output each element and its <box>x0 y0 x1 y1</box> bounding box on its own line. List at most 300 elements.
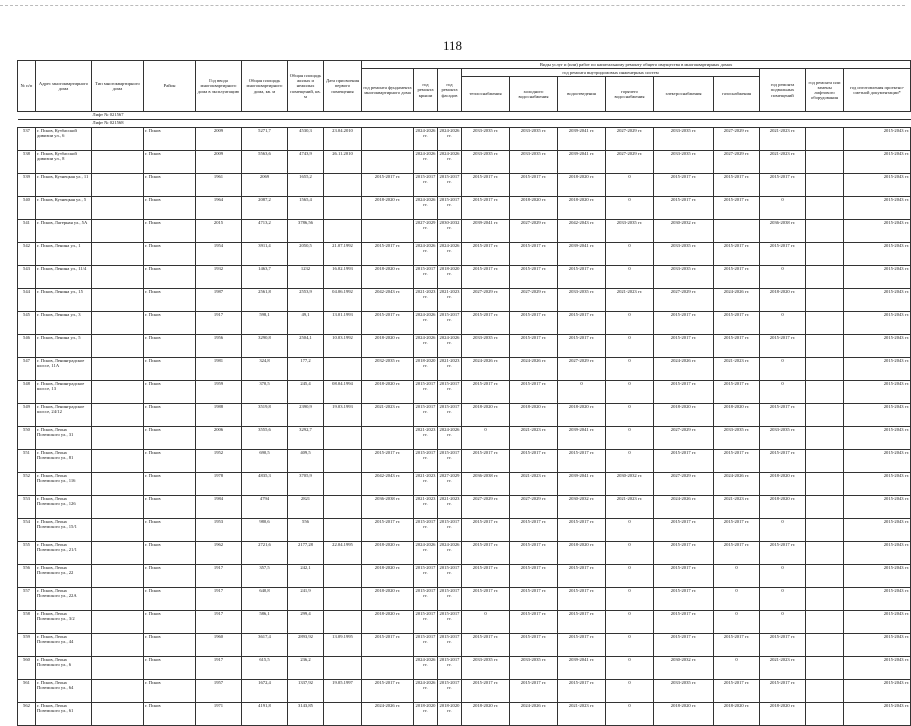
table-cell: 19.05.1997 <box>324 680 362 703</box>
table-row <box>18 519 911 542</box>
table-cell: 542 <box>18 243 36 266</box>
table-cell: 2015-2017 гг. <box>510 450 558 473</box>
table-cell: 2024-2026 гг. <box>438 335 462 358</box>
table-cell: 2015-2017 гг. <box>438 634 462 657</box>
table-cell: 2030-2032 гг. <box>606 473 654 496</box>
table-cell: 2015-2043 гг. <box>844 266 911 289</box>
table-cell: 2015-2017 гг. <box>714 335 760 358</box>
table-cell <box>324 197 362 220</box>
table-cell: 3143,85 <box>288 703 324 726</box>
table-cell: 2033-2035 гг. <box>462 335 510 358</box>
table-cell: 2390,9 <box>288 404 324 427</box>
lift-row-spacer <box>18 120 92 128</box>
table-cell: 562 <box>18 703 36 726</box>
table-cell <box>92 427 144 450</box>
table-cell <box>806 358 844 381</box>
table-cell: 0 <box>760 312 806 335</box>
table-cell: 1932 <box>196 266 242 289</box>
table-row <box>18 312 911 335</box>
table-cell: 2015-2017 гг. <box>438 611 462 634</box>
table-cell: 2015-2017 гг. <box>462 197 510 220</box>
table-cell <box>324 427 362 450</box>
table-cell: 2015-2017 гг. <box>438 680 462 703</box>
table-cell: 2015-2017 гг. <box>362 243 414 266</box>
header-facade: год ремонта фасадов <box>438 69 462 112</box>
table-cell <box>324 657 362 680</box>
table-cell: 2039-2041 гг. <box>558 151 606 174</box>
table-cell: 2015-2017 гг. <box>558 335 606 358</box>
table-cell: 10.03.1992 <box>324 335 362 358</box>
table-cell: 2015-2017 гг. <box>438 381 462 404</box>
table-cell <box>362 427 414 450</box>
table-cell <box>806 174 844 197</box>
table-cell: 2027-2029 гг. <box>462 289 510 312</box>
table-cell: 546 <box>18 335 36 358</box>
table-cell: 177,2 <box>288 358 324 381</box>
table-cell: 2018-2020 гг. <box>558 404 606 427</box>
table-cell: 2553,9 <box>288 289 324 312</box>
table-cell: 2027-2029 гг. <box>510 220 558 243</box>
header-heat: теплоснабжения <box>462 77 510 112</box>
table-cell <box>92 611 144 634</box>
table-cell: 2015-2017 гг. <box>414 611 438 634</box>
table-cell: 4835,3 <box>242 473 288 496</box>
table-cell: г. Псков <box>144 197 196 220</box>
table-cell: 2021-2023 гг. <box>558 703 606 726</box>
table-cell: 2015-2017 гг. <box>558 565 606 588</box>
table-cell: 2015-2017 гг. <box>414 450 438 473</box>
table-cell: 0 <box>606 335 654 358</box>
table-cell: 0 <box>760 519 806 542</box>
table-cell: 2015-2017 гг. <box>438 565 462 588</box>
table-cell <box>806 220 844 243</box>
table-cell: 3786,56 <box>288 220 324 243</box>
table-cell: 552 <box>18 473 36 496</box>
table-cell <box>92 358 144 381</box>
table-cell: 2015-2043 гг. <box>844 128 911 151</box>
header-cold-water: холодного водоснабжения <box>510 77 558 112</box>
table-cell: 2021-2023 гг. <box>414 473 438 496</box>
table-cell <box>806 151 844 174</box>
table-cell: 2027-2029 гг. <box>510 289 558 312</box>
table-cell: 3519,8 <box>242 404 288 427</box>
table-cell: г. Псков, Леона Поземского ул., 22А <box>36 588 92 611</box>
table-cell: 0 <box>714 611 760 634</box>
table-cell: 2018-2020 гг. <box>654 703 714 726</box>
table-cell: 2015-2017 гг. <box>654 611 714 634</box>
table-cell: 2027-2029 гг. <box>654 289 714 312</box>
table-cell: 1917 <box>196 312 242 335</box>
header-heritage-date: Дата присвоения первого помещения <box>324 61 362 112</box>
repair-program-table <box>17 60 911 726</box>
table-cell: 2015-2017 гг. <box>510 542 558 565</box>
table-cell: 2036-2038 гг. <box>362 496 414 519</box>
table-cell <box>806 473 844 496</box>
table-cell: 2024-2026 гг. <box>438 542 462 565</box>
table-cell: г. Псков, Кузнецкая ул., 5 <box>36 197 92 220</box>
table-cell: 2021-2023 гг. <box>606 289 654 312</box>
table-cell: г. Псков <box>144 243 196 266</box>
table-cell: 2024-2026 гг. <box>462 358 510 381</box>
table-cell: 2018-2020 гг. <box>558 174 606 197</box>
table-cell <box>806 542 844 565</box>
table-cell <box>324 220 362 243</box>
table-cell: 2015-2017 гг. <box>714 542 760 565</box>
table-cell: 2027-2029 гг. <box>510 496 558 519</box>
table-cell: 2015-2017 гг. <box>438 197 462 220</box>
table-cell: 242,1 <box>288 565 324 588</box>
table-cell: 2015-2017 гг. <box>558 634 606 657</box>
table-cell: 690,5 <box>242 450 288 473</box>
table-cell: 2015-2017 гг. <box>462 680 510 703</box>
table-cell <box>806 565 844 588</box>
table-cell: 2015 <box>196 220 242 243</box>
table-cell: 2015-2017 гг. <box>558 588 606 611</box>
table-cell: 4713,2 <box>242 220 288 243</box>
table-cell: 2015-2017 гг. <box>558 519 606 542</box>
table-cell: 2018-2020 гг. <box>714 703 760 726</box>
table-cell: 2015-2017 гг. <box>558 611 606 634</box>
table-cell: 0 <box>606 588 654 611</box>
table-cell: 2030-2032 гг. <box>654 220 714 243</box>
table-cell: 2015-2043 гг. <box>844 680 911 703</box>
table-cell: г. Псков, Кузбасской дивизии ул., 6 <box>36 128 92 151</box>
table-row <box>18 243 911 266</box>
table-cell: 04.06.1992 <box>324 289 362 312</box>
table-cell: 2027-2029 гг. <box>654 427 714 450</box>
table-cell <box>324 611 362 634</box>
table-cell: г. Псков, Леона Поземского ул., 81 <box>36 450 92 473</box>
table-cell: 5563,6 <box>242 151 288 174</box>
table-cell: 2027-2029 гг. <box>606 128 654 151</box>
header-hot-water: горячего водоснабжения <box>606 77 654 112</box>
table-cell: 2033-2035 гг. <box>654 266 714 289</box>
table-cell: 2015-2017 гг. <box>510 174 558 197</box>
table-cell: 2030-2032 гг. <box>558 496 606 519</box>
table-cell <box>92 634 144 657</box>
table-cell: г. Псков, Леона Поземского ул., 64 <box>36 680 92 703</box>
table-cell: 2015-2017 гг. <box>510 266 558 289</box>
table-cell: 2015-2017 гг. <box>558 450 606 473</box>
table-cell: г. Псков <box>144 450 196 473</box>
table-cell <box>806 519 844 542</box>
table-cell: 556 <box>18 565 36 588</box>
table-cell: 2015-2017 гг. <box>714 243 760 266</box>
table-cell: г. Псков <box>144 289 196 312</box>
table-cell: 2015-2017 гг. <box>414 174 438 197</box>
table-cell: 2015-2043 гг. <box>844 703 911 726</box>
table-cell: 1959 <box>196 381 242 404</box>
table-cell: г. Псков, Ленинградское шоссе, 13 <box>36 381 92 404</box>
table-cell <box>92 128 144 151</box>
table-cell: 2015-2017 гг. <box>462 312 510 335</box>
table-cell: 2018-2020 гг. <box>362 335 414 358</box>
table-cell: 538 <box>18 151 36 174</box>
table-cell: 2021-2023 гг. <box>362 404 414 427</box>
table-cell: 2033-2035 гг. <box>462 151 510 174</box>
table-cell: 2015-2017 гг. <box>654 519 714 542</box>
table-cell: г. Псков, Леона Поземского ул., 22 <box>36 565 92 588</box>
table-cell: 2015-2017 гг. <box>558 266 606 289</box>
table-cell: г. Псков, Ленина ул., 1 <box>36 243 92 266</box>
table-cell: 1655,2 <box>288 174 324 197</box>
table-cell: 2009 <box>196 128 242 151</box>
table-cell: 1962 <box>196 542 242 565</box>
table-cell: 13.09.1995 <box>324 634 362 657</box>
table-cell: 2039-2041 гг. <box>558 473 606 496</box>
table-cell: 548 <box>18 381 36 404</box>
table-cell: г. Псков, Леона Поземского ул., 15/1 <box>36 519 92 542</box>
header-elevator: год ремонта или замены лифтового оборудования <box>806 69 844 112</box>
page-number: 118 <box>442 38 463 53</box>
table-cell: 2015-2043 гг. <box>844 611 911 634</box>
table-cell: 1956 <box>196 335 242 358</box>
table-cell: г. Псков, Ленинградское шоссе, 11А <box>36 358 92 381</box>
table-cell: 1964 <box>196 197 242 220</box>
table-cell: 0 <box>606 450 654 473</box>
table-cell <box>806 404 844 427</box>
table-cell: 2015-2017 гг. <box>362 450 414 473</box>
table-cell: 2015-2017 гг. <box>760 335 806 358</box>
table-cell: г. Псков, Леона Поземского ул., 6 <box>36 657 92 680</box>
table-cell: 2893,92 <box>288 634 324 657</box>
table-cell: 2024-2026 гг. <box>414 335 438 358</box>
table-cell: 554 <box>18 519 36 542</box>
table-cell <box>324 519 362 542</box>
table-cell: 2015-2017 гг. <box>414 634 438 657</box>
table-cell: 0 <box>606 266 654 289</box>
table-cell <box>806 611 844 634</box>
table-cell: 2024-2026 гг. <box>714 473 760 496</box>
table-cell <box>806 289 844 312</box>
table-cell: 586,1 <box>242 611 288 634</box>
header-sewer: водоотведения <box>558 77 606 112</box>
table-cell: 0 <box>760 611 806 634</box>
table-cell: 2024-2026 гг. <box>414 243 438 266</box>
table-cell: 2024-2026 гг. <box>362 703 414 726</box>
table-cell: 2561,8 <box>242 289 288 312</box>
table-cell <box>324 174 362 197</box>
header-living-area: Общая площадь жилых и нежилых помещений, кв. м <box>288 61 324 112</box>
table-cell <box>362 128 414 151</box>
table-cell: 2015-2017 гг. <box>462 266 510 289</box>
table-cell: 2015-2017 гг. <box>462 381 510 404</box>
table-cell: 549 <box>18 404 36 427</box>
table-cell: 2033-2035 гг. <box>558 289 606 312</box>
table-cell: 2027-2029 гг. <box>414 220 438 243</box>
table-cell <box>92 680 144 703</box>
table-cell: 2015-2017 гг. <box>654 588 714 611</box>
table-cell: 2015-2017 гг. <box>362 312 414 335</box>
table-cell: г. Псков, Кузбасской дивизии ул., 8 <box>36 151 92 174</box>
table-cell: 0 <box>714 565 760 588</box>
table-cell: 1917 <box>196 657 242 680</box>
table-cell: 2039-2041 гг. <box>462 220 510 243</box>
table-cell: 2018-2020 гг. <box>414 358 438 381</box>
table-cell: 2027-2029 гг. <box>714 128 760 151</box>
table-cell: г. Псков, Ленина ул., 5 <box>36 335 92 358</box>
table-cell: 2015-2017 гг. <box>438 450 462 473</box>
table-cell: 558 <box>18 611 36 634</box>
header-gas: газоснабжения <box>714 77 760 112</box>
table-cell: 2024-2026 гг. <box>414 151 438 174</box>
table-cell: 2015-2017 гг. <box>462 565 510 588</box>
table-cell: 2015-2043 гг. <box>844 542 911 565</box>
table-cell: 2015-2017 гг. <box>510 312 558 335</box>
table-cell <box>92 174 144 197</box>
table-row <box>18 657 911 680</box>
table-cell: 245,4 <box>288 381 324 404</box>
table-cell: 2033-2035 гг. <box>510 657 558 680</box>
table-cell: 2033-2035 гг. <box>654 128 714 151</box>
table-cell: 0 <box>606 404 654 427</box>
table-cell: 2504,1 <box>288 335 324 358</box>
table-cell: 2024-2026 гг. <box>714 289 760 312</box>
table-cell: 2018-2020 гг. <box>558 197 606 220</box>
table-cell: 545 <box>18 312 36 335</box>
table-cell <box>324 358 362 381</box>
table-cell: 2015-2017 гг. <box>414 266 438 289</box>
table-cell: 539 <box>18 174 36 197</box>
table-row <box>18 381 911 404</box>
table-cell: 3705,9 <box>288 473 324 496</box>
table-cell: 541 <box>18 220 36 243</box>
table-cell: г. Псков, Лагерная ул., 5А <box>36 220 92 243</box>
header-address: Адрес многоквартирного дома <box>36 61 92 112</box>
table-cell: 1971 <box>196 703 242 726</box>
table-cell: 2018-2020 гг. <box>654 404 714 427</box>
table-cell: 2015-2017 гг. <box>654 335 714 358</box>
table-cell: 2015-2043 гг. <box>844 174 911 197</box>
table-cell: 2015-2017 гг. <box>414 565 438 588</box>
table-cell: 2015-2017 гг. <box>714 634 760 657</box>
table-cell: г. Псков <box>144 266 196 289</box>
table-cell: г. Псков, Леона Поземского ул., 126 <box>36 496 92 519</box>
table-cell: 560 <box>18 657 36 680</box>
table-cell: 0 <box>760 588 806 611</box>
table-cell: 2024-2026 гг. <box>654 496 714 519</box>
table-cell <box>362 151 414 174</box>
table-cell: 13.01.1993 <box>324 312 362 335</box>
table-cell: 2015-2043 гг. <box>844 588 911 611</box>
table-cell: 370,5 <box>242 381 288 404</box>
table-cell: 2021-2023 гг. <box>606 496 654 519</box>
table-cell <box>92 703 144 726</box>
table-cell: 2024-2026 гг. <box>654 358 714 381</box>
table-cell: 2015-2017 гг. <box>438 312 462 335</box>
table-cell: 0 <box>606 381 654 404</box>
table-row <box>18 266 911 289</box>
table-row <box>18 611 911 634</box>
table-cell: 2033-2035 гг. <box>510 128 558 151</box>
table-cell: 2015-2017 гг. <box>362 519 414 542</box>
table-cell <box>92 473 144 496</box>
table-cell: 2087,2 <box>242 197 288 220</box>
table-cell: 0 <box>558 381 606 404</box>
table-cell: 2032-2035 гг. <box>362 358 414 381</box>
table-cell: 2039-2041 гг. <box>558 657 606 680</box>
table-cell: 2015-2043 гг. <box>844 496 911 519</box>
header-house-type: Тип многоквартирного дома <box>92 61 144 112</box>
table-cell <box>92 243 144 266</box>
table-cell: 2018-2020 гг. <box>362 565 414 588</box>
table-cell: 2018-2020 гг. <box>510 197 558 220</box>
table-cell: 324,8 <box>242 358 288 381</box>
table-cell: г. Псков <box>144 588 196 611</box>
table-cell: 2015-2017 гг. <box>654 542 714 565</box>
table-cell: г. Псков <box>144 519 196 542</box>
table-cell: 2033-2035 гг. <box>510 151 558 174</box>
table-row <box>18 565 911 588</box>
table-cell: 2015-2017 гг. <box>362 634 414 657</box>
table-cell <box>92 220 144 243</box>
table-cell: 5271,7 <box>242 128 288 151</box>
table-cell: 2018-2020 гг. <box>462 703 510 726</box>
table-cell: 0 <box>606 703 654 726</box>
table-cell: 1987 <box>196 289 242 312</box>
table-cell: 2033-2035 гг. <box>462 128 510 151</box>
table-cell <box>806 450 844 473</box>
table-cell: 0 <box>760 266 806 289</box>
table-cell: 2015-2017 гг. <box>654 381 714 404</box>
table-cell: г. Псков <box>144 358 196 381</box>
header-basement: год ремонта подвальных помещений <box>760 69 806 112</box>
table-cell: 2015-2043 гг. <box>844 427 911 450</box>
table-cell: г. Псков <box>144 496 196 519</box>
table-cell: 2018-2020 гг. <box>760 473 806 496</box>
table-row <box>18 588 911 611</box>
table-cell <box>92 266 144 289</box>
table-row <box>18 427 911 450</box>
table-row <box>18 358 911 381</box>
table-cell: 553 <box>18 496 36 519</box>
table-cell <box>92 335 144 358</box>
table-cell: 2018-2020 гг. <box>760 703 806 726</box>
header-no: № п/п <box>18 61 36 112</box>
table-cell: 1954 <box>196 243 242 266</box>
table-cell: 2015-2043 гг. <box>844 243 911 266</box>
table-cell: 2015-2043 гг. <box>844 312 911 335</box>
table-cell: 0 <box>714 657 760 680</box>
table-cell: г. Псков, Леона Поземского ул., 61 <box>36 703 92 726</box>
table-cell <box>324 496 362 519</box>
table-cell: 2015-2017 гг. <box>714 381 760 404</box>
table-cell: 2015-2043 гг. <box>844 657 911 680</box>
table-cell: 2015-2017 гг. <box>714 450 760 473</box>
table-cell: 1463,7 <box>242 266 288 289</box>
table-cell: 0 <box>606 312 654 335</box>
table-cell <box>806 381 844 404</box>
table-cell: 2021-2023 гг. <box>414 496 438 519</box>
table-cell <box>806 680 844 703</box>
table-cell: 357,5 <box>242 565 288 588</box>
table-cell: 2018-2020 гг. <box>462 404 510 427</box>
table-row <box>18 496 911 519</box>
table-cell <box>92 289 144 312</box>
table-cell: 0 <box>760 381 806 404</box>
lift-row <box>18 112 911 120</box>
table-cell: 561 <box>18 680 36 703</box>
table-cell: 2027-2029 гг. <box>438 473 462 496</box>
table-cell: 2018-2020 гг. <box>760 496 806 519</box>
lift-row <box>18 120 911 128</box>
table-cell: 2018-2020 гг. <box>558 542 606 565</box>
table-cell <box>806 335 844 358</box>
table-cell <box>806 427 844 450</box>
table-cell: 21.07.1992 <box>324 243 362 266</box>
table-cell: 2015-2017 гг. <box>510 243 558 266</box>
table-cell: 2015-2017 гг. <box>414 404 438 427</box>
